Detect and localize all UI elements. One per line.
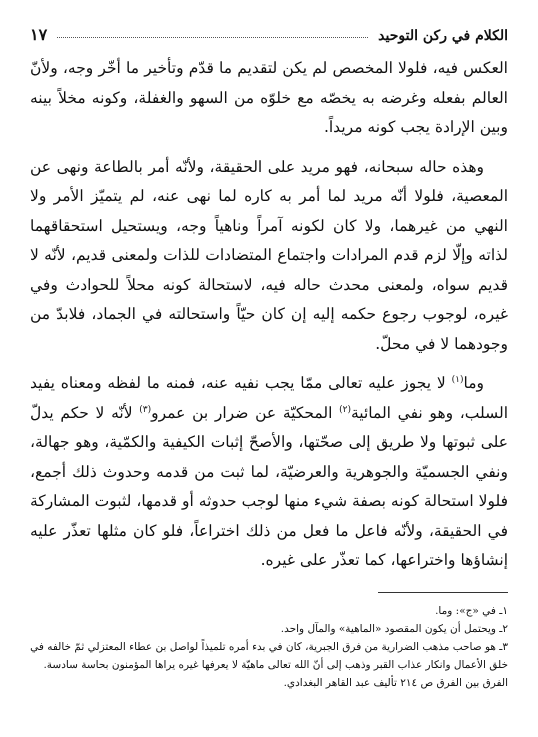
- running-title: الكلام في ركن التوحيد: [378, 28, 508, 44]
- page-number: ١٧: [30, 25, 48, 44]
- paragraph-3-part-2: المحكيّة عن ضرار بن عمرو: [151, 403, 340, 422]
- footnote-ref-3: (٣): [139, 404, 152, 415]
- footnote-ref-2: (٢): [339, 404, 351, 415]
- footnote-1: ١ـ في «ج»: وما.: [435, 605, 508, 617]
- footnote-separator: [378, 592, 508, 593]
- footnote-2: ٢ـ ويحتمل أن يكون المقصود «الماهية» والمآل واحد.: [280, 623, 508, 635]
- page-header: [30, 20, 508, 44]
- paragraph-3-lead: وما: [463, 374, 484, 392]
- paragraph-3-part-3: لأنّه لا حكم يدلّ على ثبوتها ولا طريق إلى صحّتها، والأصحّ إثبات الكيفية والكمّية، وهو جهالة، ونفي الجسميّة والجوهرية والعرضيّة، لما ثبت من قدمه وحدوث ذلك أجمع، فلولا استحالة كونه بصفة شيء منها لوجب حدوثه أو قدمها، لثبوت المشاركة في الحقيقة، ولأنّه فاعل ما فعل من ذلك اختراعاً، فلو كان مثلها تعذّر عليه إنشاؤها واختراعها، كما تعذّر على غيره.: [30, 403, 508, 569]
- paragraph-2: وهذه حاله سبحانه، فهو مريد على الحقيقة، ولأنّه أمر بالطاعة ونهى عن المعصية، فلولا أنّه مريد لما أمر به كاره لما نهى عنه، لم يتميّز الأمر ولا النهي من غيرهما، ولا كان لكونه آمراً وناهياً وجه، ويستحيل استحقاقهما لذاته وإلّا لزم قدم المرادات واجتماع المتضادات للذات ولمعنى قديم، لأنّه لا قديم سواه، ولمعنى محدث حاله فيه، لاستحالة كونه محلاً للحوادث وفي غيره، لوجوب رجوع حكمه إليه إن كان حيّاً واستحالته في الجماد، فلابدّ من وجودهما لا في محلّ.: [30, 157, 508, 353]
- main-text: [30, 54, 508, 586]
- footnote-ref-1: (١): [451, 374, 464, 385]
- footnote-3: ٣ـ هو صاحب مذهب الضرارية من فرق الجبرية، كان في بدء أمره تلميذاً لواصل بن عطاء المعتزلي ثمّ خالفه في خلق الأعمال وانكار عذاب القبر وذهب إلى أنّ الله تعالى ماهيّة لا يعرفها غيره يراها المؤمنون بحاسة سادسة. الفرق بين الفرق ص ٢١٤ تأليف عبد القاهر البغدادي.: [30, 641, 508, 689]
- header-dotted-rule: [57, 37, 368, 38]
- paragraph-1: العكس فيه، فلولا المخصص لم يكن لتقديم ما قدّم وتأخير ما أخّر وجه، ولأنّ العالم بفعله وغرضه به يخصّه مع خلوّه من السهو والغفلة، وكونه مخلاً بينه وبين الإرادة يجب كونه مريداً.: [30, 59, 508, 136]
- footnotes: [30, 602, 508, 692]
- paragraph-3-part-1: لا يجوز عليه تعالى ممّا يجب نفيه عنه، فمنه ما لفظه ومعناه يفيد السلب، وهو نفي المائية: [30, 374, 509, 422]
- paragraph-3: [30, 369, 508, 576]
